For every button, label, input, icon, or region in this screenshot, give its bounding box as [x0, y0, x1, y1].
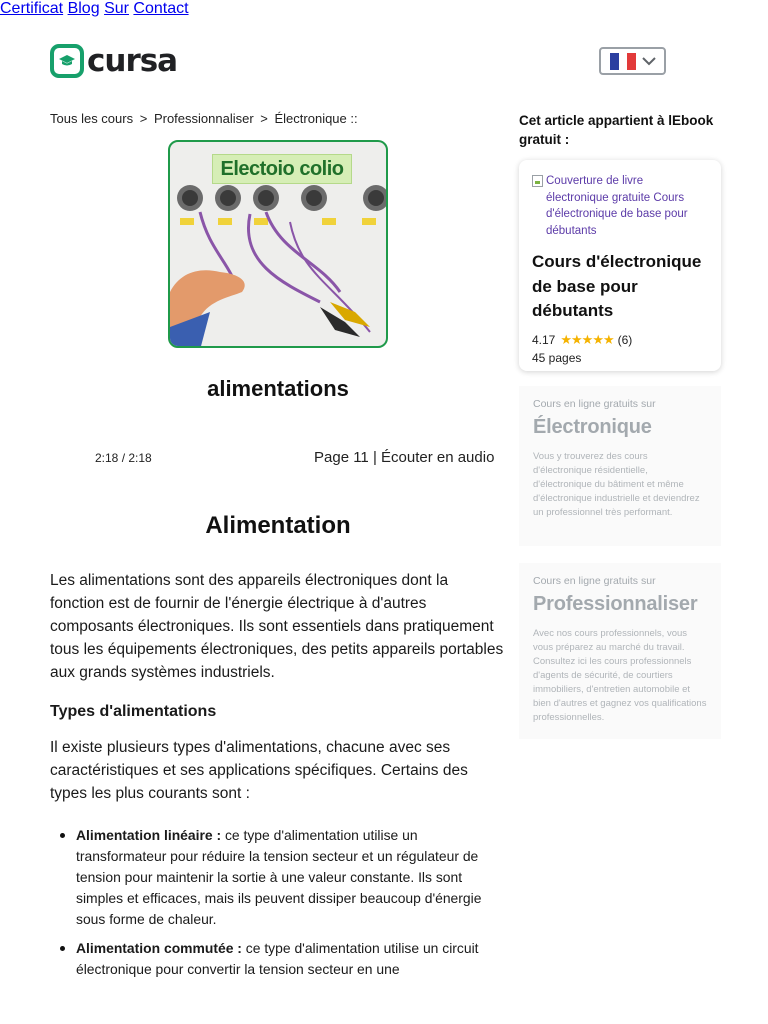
list-item: [50, 825, 505, 930]
review-count: (6): [617, 332, 633, 347]
ebook-cover-image[interactable]: [532, 173, 708, 239]
nav-contact[interactable]: Contact: [133, 0, 189, 17]
subheading-types: Types d'alimentations: [50, 703, 217, 720]
promo-card-electronique[interactable]: [519, 386, 721, 546]
breadcrumb-separator: >: [260, 111, 268, 126]
breadcrumb: [50, 111, 358, 126]
thumbnail-caption: Electoio colio: [212, 154, 352, 184]
breadcrumb-separator: >: [139, 111, 148, 126]
promo-kicker: Cours en ligne gratuits sur: [533, 398, 656, 410]
breadcrumb-electronique[interactable]: Électronique: [274, 111, 347, 126]
page-title: alimentations: [207, 376, 349, 401]
star-rating-icon: ★★★★★: [560, 331, 614, 347]
article-title: Alimentation: [205, 512, 351, 539]
article-body: [50, 569, 505, 988]
breadcrumb-all-courses[interactable]: Tous les cours: [50, 111, 134, 126]
nav-certificat[interactable]: Certificat: [0, 0, 64, 17]
ebook-section-label: Cet article appartient à lEbook gratuit :: [519, 113, 714, 147]
list-item-text: ce type d'alimentation utilise un transformateur pour réduire la tension secteur et un régulateur de tension pour maintenir la sortie à une valeur constante. Ils sont simples et efficaces, mais ils peuvent dissiper beaucoup d'énergie sous forme de chaleur.: [76, 827, 482, 927]
logo-text: cursa: [87, 42, 178, 79]
ebook-title[interactable]: Cours d'électronique de base pour débutants: [532, 252, 702, 320]
list-item: [50, 938, 505, 980]
promo-title: Professionnaliser: [533, 593, 698, 615]
power-supply-types-list: [50, 825, 505, 980]
electronics-illustration: [170, 142, 388, 348]
nav-sur[interactable]: Sur: [104, 0, 129, 17]
list-item-term: Alimentation commutée :: [76, 940, 242, 956]
course-thumbnail-image: [168, 140, 388, 348]
france-flag-icon: [610, 53, 636, 70]
list-item-text: ce type d'alimentation utilise un circuit électronique pour convertir la tension secteur en une: [76, 940, 479, 977]
ebook-card[interactable]: [519, 160, 721, 371]
promo-description: Avec nos cours professionnels, vous vous préparez au marché du travail. Consultez ici les cours professionnels d'agents de sécurité, de courtiers immobiliers, d'entretien automobile et bien d'autres et gagnez vos qualifications professionnelles.: [533, 628, 707, 723]
breadcrumb-suffix: ::: [350, 111, 358, 126]
cursa-logo[interactable]: [50, 44, 177, 78]
ebook-page-count: 45 pages: [532, 350, 582, 365]
intro-paragraph: Les alimentations sont des appareils électroniques dont la fonction est de fournir de l'énergie électrique à d'autres composants électroniques. Ils sont essentiels dans pratiquement tous les équipements électroniques, des petits appareils portables aux grands systèmes industriels.: [50, 572, 504, 681]
chevron-down-icon: [642, 56, 656, 66]
types-intro-paragraph: Il existe plusieurs types d'alimentations, chacune avec ses caractéristiques et ses applications spécifiques. Certains des types les plus courants sont :: [50, 739, 468, 802]
audio-timestamp[interactable]: 2:18 / 2:18: [95, 451, 152, 465]
listen-audio-link[interactable]: Page 11 | Écouter en audio: [314, 449, 495, 466]
broken-image-icon: [532, 175, 543, 187]
graduation-cap-icon: [50, 44, 84, 78]
nav-blog[interactable]: Blog: [67, 0, 100, 17]
promo-description: Vous y trouverez des cours d'électronique résidentielle, d'électronique du bâtiment et même d'électronique industrielle et deviendrez un professionnel très performant.: [533, 451, 700, 518]
ebook-rating: [532, 332, 708, 348]
promo-title: Électronique: [533, 416, 652, 438]
rating-value: 4.17: [532, 332, 556, 347]
promo-kicker: Cours en ligne gratuits sur: [533, 575, 656, 587]
promo-card-professionnaliser[interactable]: [519, 563, 721, 739]
list-item-term: Alimentation linéaire :: [76, 827, 222, 843]
site-header: [0, 0, 768, 100]
language-selector[interactable]: [599, 47, 666, 75]
ebook-cover-alt-text: Couverture de livre électronique gratuite Cours d'électronique de base pour débutants: [546, 175, 688, 237]
breadcrumb-professionnaliser[interactable]: Professionnaliser: [153, 111, 254, 126]
